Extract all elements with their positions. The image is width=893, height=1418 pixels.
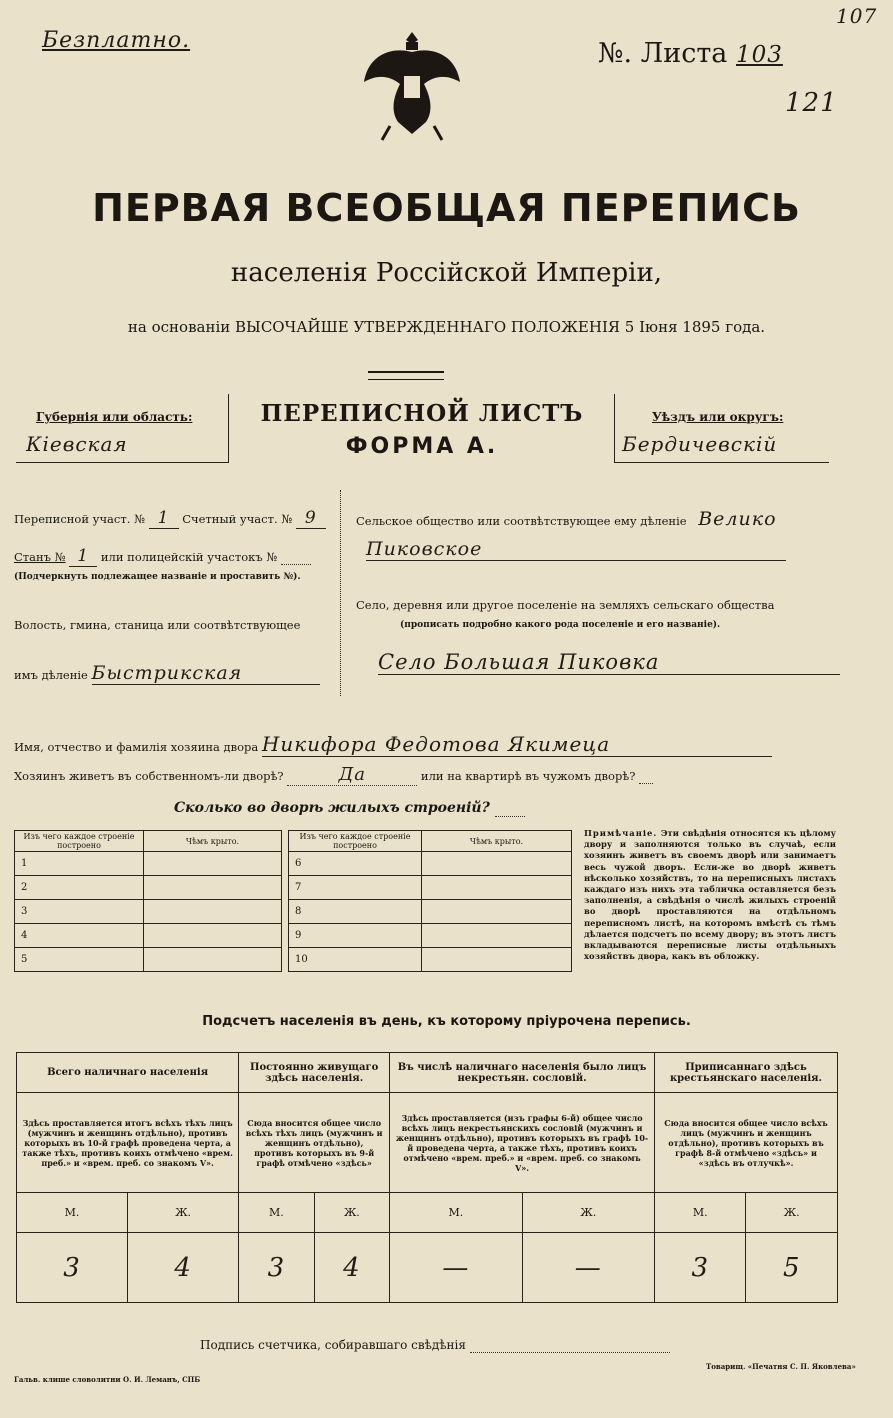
tally-desc-present: Здѣсь проставляется итогъ всѣхъ тѣхъ лицъ (мужчинъ и женщинъ отдѣльно), противъ которыхъ въ 10-й графѣ проведена черта, а также тѣхъ, противъ коихъ отмѣчено «врем. преб.» и «врем. преб. со знакомъ V». (17, 1093, 239, 1193)
tally-desc-permanent: Сюда вносится общее число всѣхъ тѣхъ лицъ (мужчинъ и женщинъ отдѣльно), противъ которыхъ въ 9-й графѣ отмѣчено «здѣсь» (239, 1093, 390, 1193)
roof-cell (144, 876, 282, 900)
tally-value: — (522, 1233, 654, 1303)
roof-cell (422, 924, 572, 948)
rent-blank (639, 769, 653, 784)
sheet-title: ПЕРЕПИСНОЙ ЛИСТЪ (260, 400, 584, 427)
form-label: ФОРМА А. (345, 434, 499, 459)
sub-m: М. (390, 1193, 522, 1233)
roof-cell (422, 948, 572, 972)
row-number: 6 (289, 852, 422, 876)
col-material-right: Изъ чего каждое строеніе построено (289, 831, 422, 852)
row-number: 3 (15, 900, 144, 924)
sub-f: Ж. (314, 1193, 389, 1233)
roof-cell (144, 852, 282, 876)
society-label: Сельское общество или соотвѣтствующее ему дѣленіе (356, 514, 687, 528)
buildings-question: Сколько во дворѣ жилыхъ строеній? (174, 800, 490, 816)
count-section-label: Счетный участ. № (182, 512, 293, 526)
village-value: Село Большая Пиковка (378, 650, 840, 675)
count-section-value: 9 (296, 508, 326, 529)
district-value: Бердичевскій (622, 432, 778, 456)
lives-label: Хозяинъ живетъ въ собственномъ-ли дворѣ? (14, 769, 284, 783)
tally-value: 3 (239, 1233, 314, 1303)
legal-basis: на основаніи ВЫСОЧАЙШЕ УТВЕРЖДЕННАГО ПОЛОЖЕНІЯ 5 Іюня 1895 года. (127, 318, 766, 336)
row-number: 10 (289, 948, 422, 972)
note-block (584, 828, 836, 962)
free-label: Безплатно. (42, 28, 191, 53)
sub-f: Ж. (746, 1193, 838, 1233)
column-divider (340, 490, 341, 696)
census-section-value: 1 (149, 508, 179, 529)
row-number: 2 (15, 876, 144, 900)
buildings-table-right (288, 830, 572, 972)
tally-table (16, 1052, 838, 1303)
col-roof-right: Чѣмъ крыто. (422, 831, 572, 852)
tally-title: Подсчетъ населенія въ день, къ которому пріурочена перепись. (202, 1014, 691, 1029)
village-note: (прописать подробно какого рода поселеніе и его названіе). (400, 620, 721, 630)
owner-name-label: Имя, отчество и фамилія хозяина двора (14, 740, 259, 754)
lives-value: Да (287, 764, 417, 786)
police-blank (281, 550, 311, 565)
subtitle: населенія Россійской Имперіи, (230, 258, 663, 288)
form-header-box (16, 394, 830, 464)
volost-value: Быстрикская (92, 662, 320, 685)
tally-head-present: Всего наличнаго населенія (17, 1053, 239, 1093)
tally-desc-registered: Сюда вносится общее число всѣхъ лицъ (мужчинъ и женщинъ отдѣльно), противъ которыхъ въ графѣ 8-й отмѣчено «здѣсь» и «здѣсь въ отлучкѣ». (655, 1093, 838, 1193)
col-material-left: Изъ чего каждое строеніе построено (15, 831, 144, 852)
sub-m: М. (239, 1193, 314, 1233)
police-label: или полицейскій участокъ № (100, 550, 278, 564)
district-label: Уѣздъ или округъ: (652, 410, 784, 424)
society-value-1: Велико (698, 508, 777, 530)
printer-right: Товарищ. «Печатня С. П. Яковлева» (706, 1362, 856, 1371)
tally-value: 4 (314, 1233, 389, 1303)
main-title: ПЕРВАЯ ВСЕОБЩАЯ ПЕРЕПИСЬ (92, 186, 801, 230)
corner-number: 107 (836, 4, 878, 28)
stamp-number: 121 (785, 88, 838, 118)
tally-value: 5 (746, 1233, 838, 1303)
sub-f: Ж. (128, 1193, 239, 1233)
buildings-table-left (14, 830, 282, 972)
row-number: 5 (15, 948, 144, 972)
roof-cell (144, 948, 282, 972)
roof-cell (422, 876, 572, 900)
printer-left: Гальв. клише словолитни О. И. Леманъ, СПБ (14, 1375, 201, 1384)
row-number: 8 (289, 900, 422, 924)
col-roof-left: Чѣмъ крыто. (144, 831, 282, 852)
census-section-label: Переписной участ. № (14, 512, 145, 526)
roof-cell (144, 924, 282, 948)
row-number: 4 (15, 924, 144, 948)
volost-label: Волость, гмина, станица или соотвѣтствующее (14, 618, 301, 632)
ornament-divider (368, 371, 444, 380)
tally-value: 3 (17, 1233, 128, 1303)
roof-cell (422, 900, 572, 924)
row-number: 1 (15, 852, 144, 876)
village-label: Село, деревня или другое поселеніе на земляхъ сельскаго общества (356, 598, 775, 612)
tally-desc-non-peasant: Здѣсь проставляется (изъ графы 6-й) общее число всѣхъ лицъ некрестьянскихъ сословій (мужчинъ и женщинъ отдѣльно), противъ которыхъ въ графѣ 10-й проведена черта, а также тѣхъ, противъ коихъ отмѣчено «врем. преб.» и «врем. преб. со знакомъ V». (390, 1093, 655, 1193)
province-value: Кіевская (26, 432, 128, 456)
tally-head-permanent: Постоянно живущаго здѣсь населенія. (239, 1053, 390, 1093)
sheet-number-label: №. Листа (598, 38, 728, 69)
row-number: 7 (289, 876, 422, 900)
division-label: имъ дѣленіе (14, 668, 88, 682)
signature-blank (470, 1338, 670, 1353)
stan-value: 1 (69, 546, 97, 567)
tally-head-non-peasant: Въ числѣ наличнаго населенія было лицъ некрестьян. сословій. (390, 1053, 655, 1093)
province-label: Губернія или область: (36, 410, 193, 424)
sub-m: М. (17, 1193, 128, 1233)
society-value-2: Пиковское (366, 538, 786, 561)
buildings-blank (495, 800, 525, 817)
underline-note: (Подчеркнуть подлежащее названіе и проставить №). (14, 572, 301, 582)
owner-name-value: Никифора Федотова Якимеца (262, 732, 772, 757)
stan-label: Станъ № (14, 550, 66, 564)
sub-m: М. (655, 1193, 746, 1233)
sub-f: Ж. (522, 1193, 654, 1233)
signature-label: Подпись счетчика, собиравшаго свѣдѣнія (200, 1338, 466, 1352)
roof-cell (144, 900, 282, 924)
tally-head-registered: Приписаннаго здѣсь крестьянскаго населенія. (655, 1053, 838, 1093)
note-title: Примѣчаніе. (584, 828, 658, 838)
roof-cell (422, 852, 572, 876)
sheet-number-value: 103 (736, 42, 783, 68)
tally-value: 4 (128, 1233, 239, 1303)
row-number: 9 (289, 924, 422, 948)
tally-value: 3 (655, 1233, 746, 1303)
tally-value: — (390, 1233, 522, 1303)
note-text: Эти свѣдѣнія относятся къ цѣлому двору и заполняются только въ случаѣ, если хозяинъ живетъ въ своемъ дворѣ или занимаетъ весь чужой дворъ. Если-же во дворѣ живетъ нѣсколько хозяйствъ, то на переписныхъ листахъ каждаго изъ нихъ эта табличка оставляется безъ заполненія, а свѣдѣнія о числѣ жилыхъ строеній во дворѣ проставляются на отдѣльномъ переписномъ листѣ, на которомъ вмѣстѣ съ тѣмъ дѣлается подсчетъ по всему двору; въ этотъ листъ вкладываются переписные листы отдѣльныхъ хозяйствъ двора, какъ въ обложку. (584, 828, 836, 962)
rent-label: или на квартирѣ въ чужомъ дворѣ? (420, 769, 636, 783)
double-eagle-emblem (360, 26, 464, 146)
